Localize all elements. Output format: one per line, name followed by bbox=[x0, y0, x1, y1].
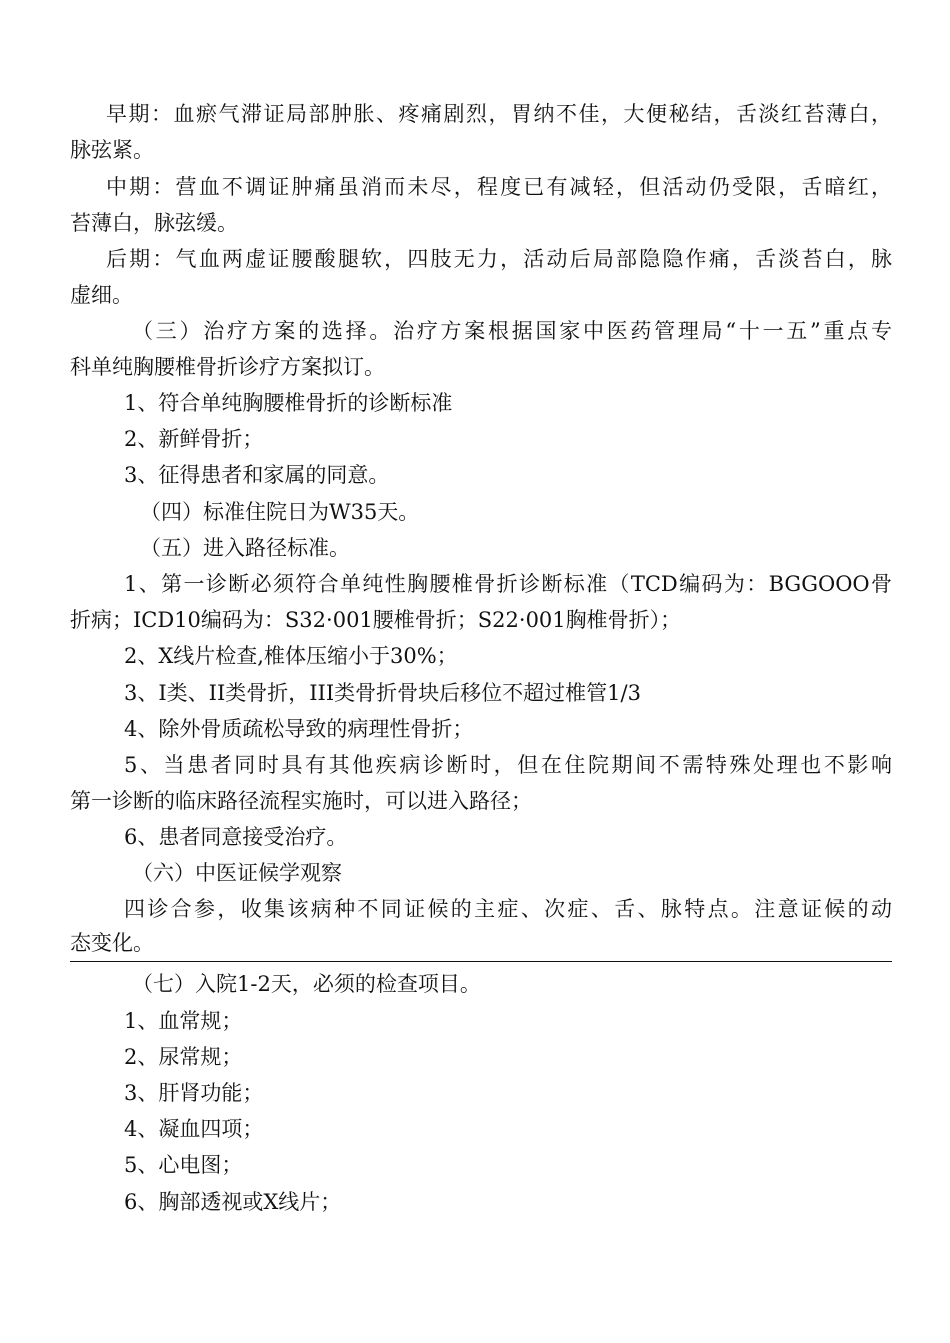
section-3-item-3: 3、征得患者和家属的同意。 bbox=[124, 463, 390, 487]
early-stage-line-2: 脉弦紧。 bbox=[70, 138, 154, 162]
section-3-heading-line-1: （三）治疗方案的选择。治疗方案根据国家中医药管理局“十一五”重点专 bbox=[132, 319, 892, 343]
mid-stage-line-1: 中期：营血不调证肿痛虽消而未尽，程度已有减轻，但活动仍受限，舌暗红， bbox=[106, 175, 892, 199]
section-7-item-6: 6、胸部透视或X线片； bbox=[124, 1190, 342, 1214]
section-3-item-1: 1、符合单纯胸腰椎骨折的诊断标准 bbox=[124, 391, 453, 415]
section-7-item-1: 1、血常规； bbox=[124, 1009, 243, 1033]
section-5-item-4: 4、除外骨质疏松导致的病理性骨折； bbox=[124, 717, 474, 741]
section-6-heading: （六）中医证候学观察 bbox=[132, 861, 342, 885]
section-7-item-4: 4、凝血四项； bbox=[124, 1117, 264, 1141]
section-5-item-5-line-1: 5、当患者同时具有其他疾病诊断时，但在住院期间不需特殊处理也不影响 bbox=[124, 753, 892, 777]
horizontal-divider bbox=[70, 961, 892, 962]
section-6-body-line-2: 态变化。 bbox=[70, 931, 154, 955]
mid-stage-line-2: 苔薄白，脉弦缓。 bbox=[70, 211, 238, 235]
section-5-item-5-line-2: 第一诊断的临床路径流程实施时，可以进入路径； bbox=[70, 789, 532, 813]
section-5-heading: （五）进入路径标准。 bbox=[140, 536, 350, 560]
section-3-heading-line-2: 科单纯胸腰椎骨折诊疗方案拟订。 bbox=[70, 355, 385, 379]
section-5-item-1-line-2: 折病；ICD10编码为：S32·001腰椎骨折；S22·001胸椎骨折）； bbox=[70, 608, 682, 632]
early-stage-line-1: 早期：血瘀气滞证局部肿胀、疼痛剧烈，胃纳不佳，大便秘结，舌淡红苔薄白， bbox=[106, 102, 892, 126]
section-5-item-1-line-1: 1、第一诊断必须符合单纯性胸腰椎骨折诊断标准（TCD编码为：BGGOOO骨 bbox=[124, 572, 892, 596]
section-5-item-3: 3、I类、II类骨折，III类骨折骨块后移位不超过椎管1/3 bbox=[124, 681, 641, 705]
section-7-item-5: 5、心电图； bbox=[124, 1153, 243, 1177]
section-6-body-line-1: 四诊合参，收集该病种不同证候的主症、次症、舌、脉特点。注意证候的动 bbox=[124, 897, 892, 921]
section-5-item-2: 2、X线片检查,椎体压缩小于30%； bbox=[124, 644, 458, 668]
late-stage-line-1: 后期：气血两虚证腰酸腿软，四肢无力，活动后局部隐隐作痛，舌淡苔白，脉 bbox=[106, 247, 892, 271]
section-7-item-3: 3、肝肾功能； bbox=[124, 1081, 264, 1105]
section-7-heading: （七）入院1-2天，必须的检查项目。 bbox=[132, 972, 481, 996]
section-7-item-2: 2、尿常规； bbox=[124, 1045, 243, 1069]
section-3-item-2: 2、新鲜骨折； bbox=[124, 427, 264, 451]
section-4-heading: （四）标准住院日为W35天。 bbox=[140, 500, 420, 524]
section-5-item-6: 6、患者同意接受治疗。 bbox=[124, 825, 348, 849]
late-stage-line-2: 虚细。 bbox=[70, 283, 133, 307]
